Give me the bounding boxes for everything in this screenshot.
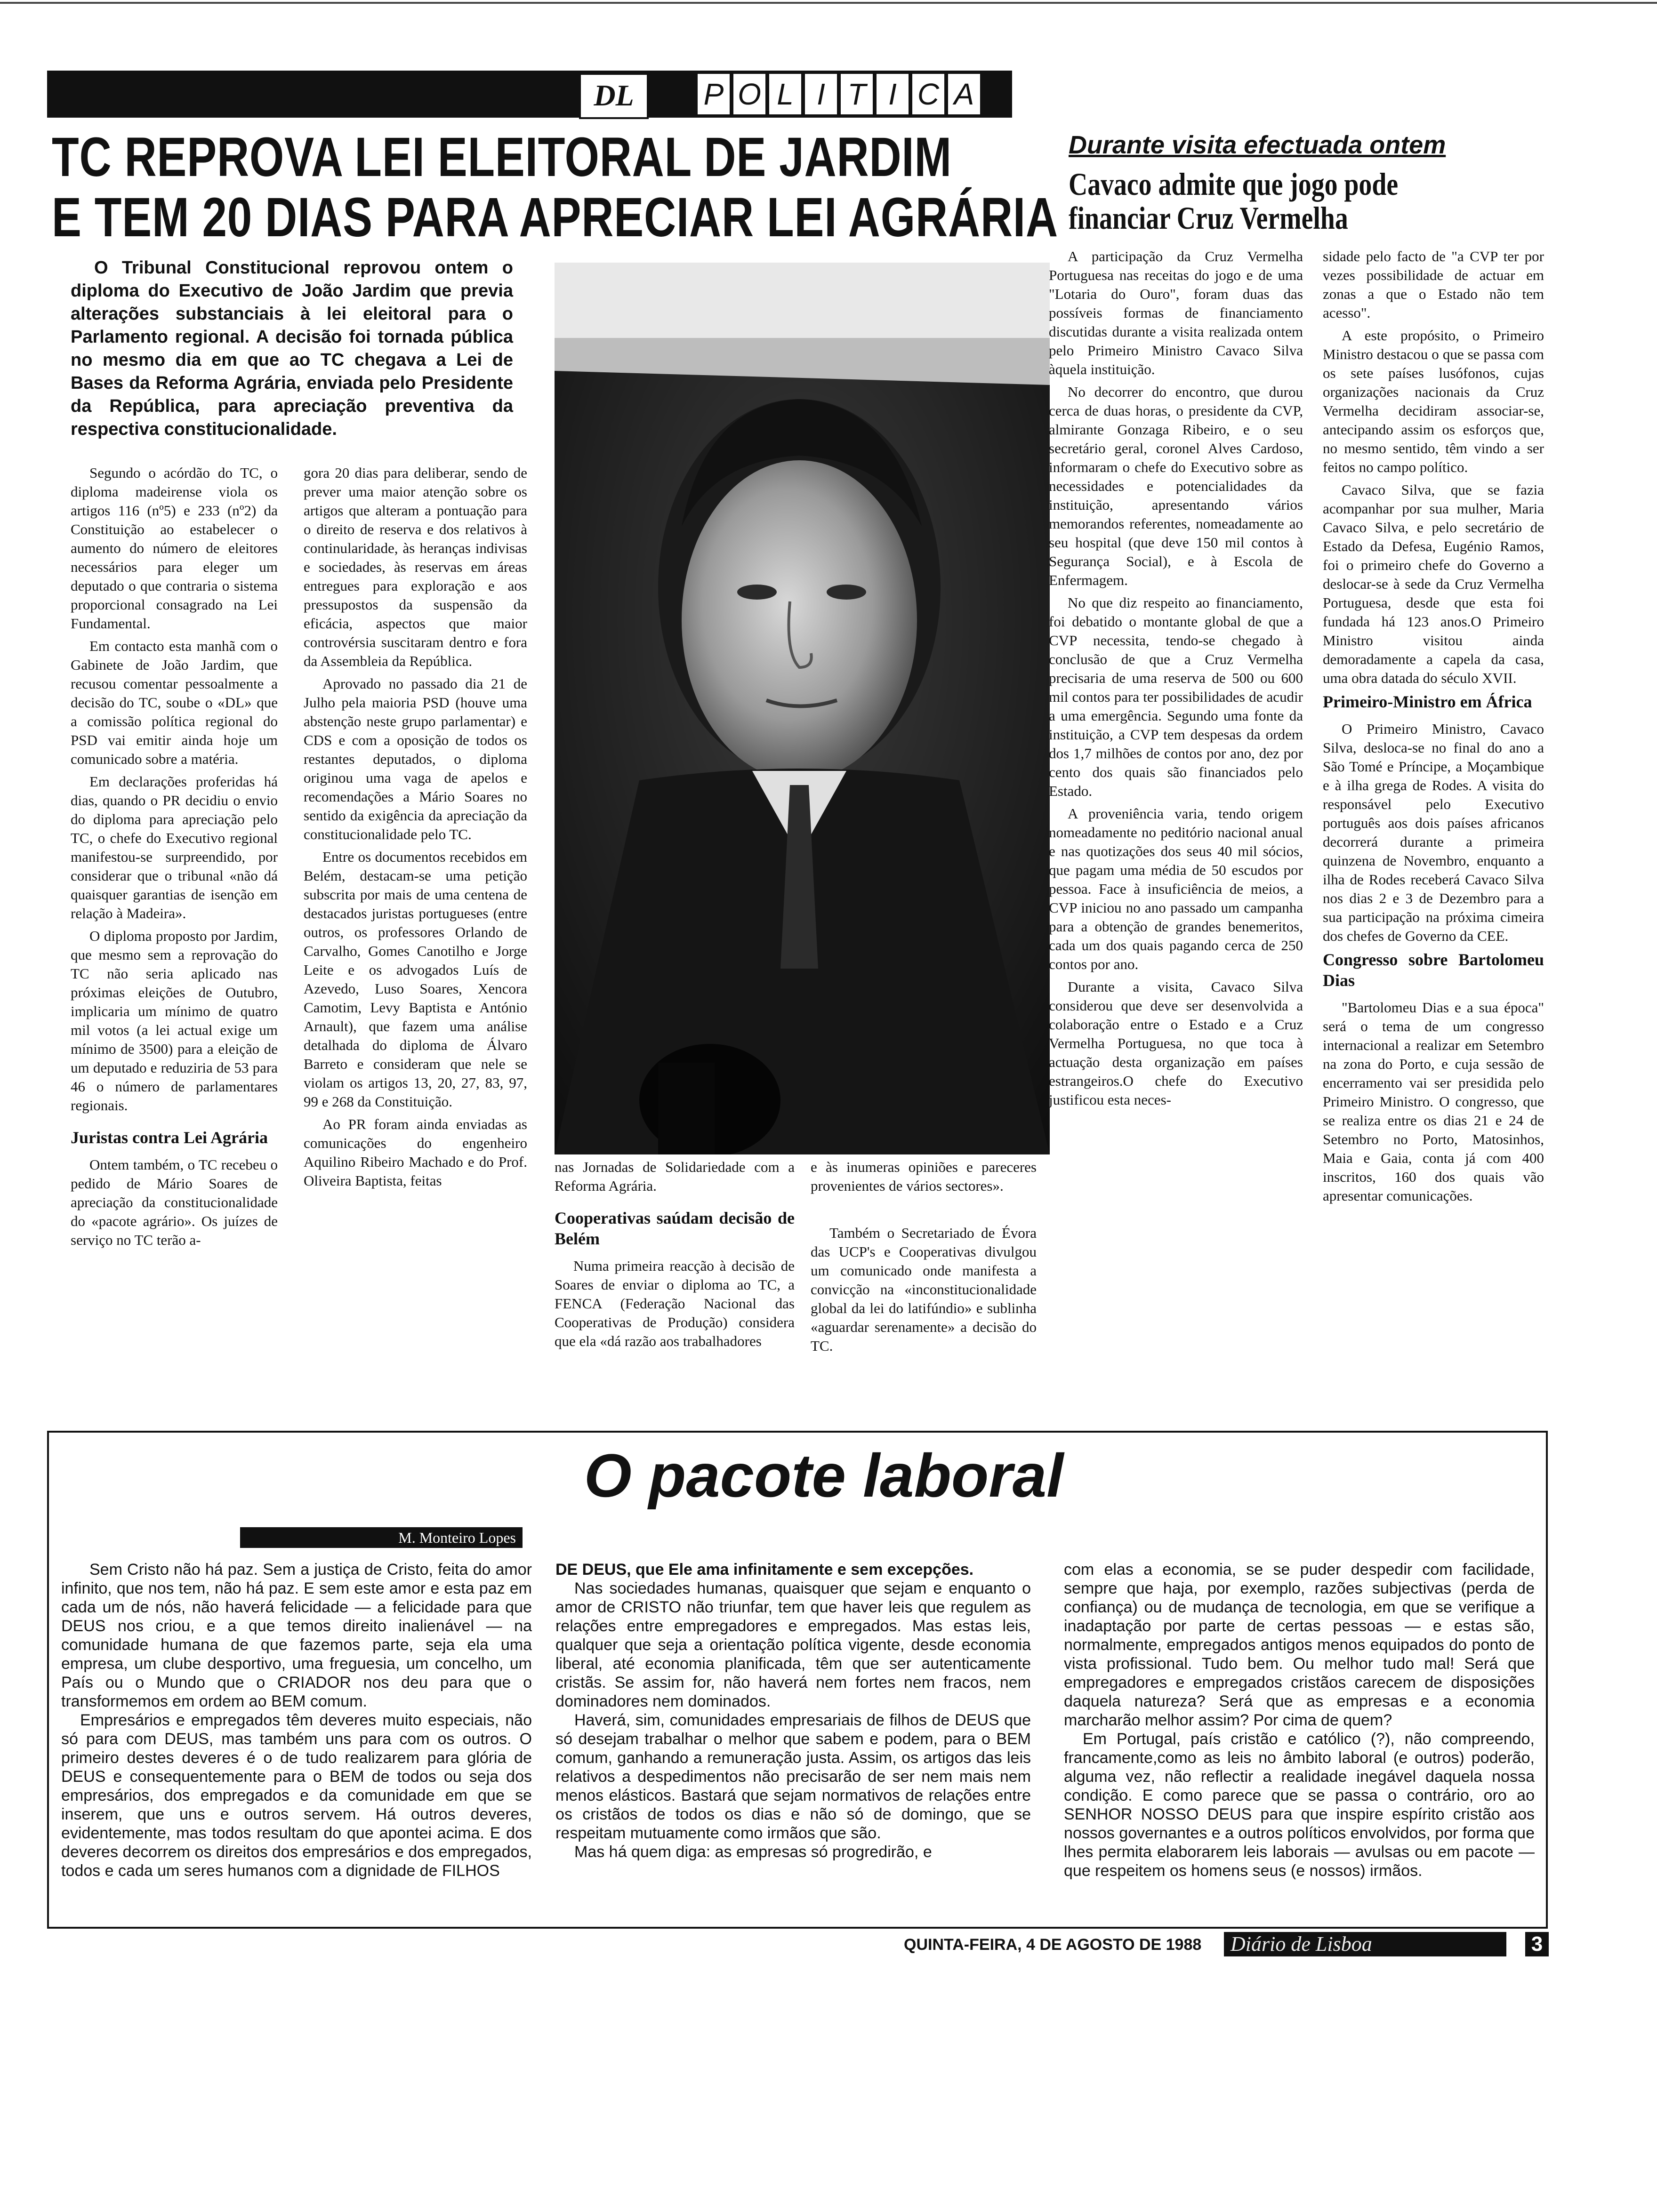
- main-article-column-2: [304, 464, 527, 1405]
- paragraph: Ontem também, o TC recebeu o pedido de Mário Soares de apreciação da constitucionalidade do «pacote agrário». Os juízes de serviço no TC terão a-: [71, 1156, 278, 1248]
- paragraph: Haverá, sim, comunidades empresariais de filhos de DEUS que só desejam trabalhar o melhor que sabem e podem, para o BEM comum, ganhando a remuneração justa. Assim, os artigos das leis relativos a despedimentos não precisarão de ser nem mais nem menos elásticos. Bastará que sejam normativos de relações entre os cristãos de todos os dias e não só de domingo, que se respeitam mutuamente como irmãos que são.: [555, 1711, 1031, 1842]
- opinion-title: O pacote laboral: [584, 1441, 1064, 1510]
- section-letter: A: [947, 73, 981, 115]
- paragraph: com elas a economia, se se puder despedir com facilidade, sempre que haja, por exemplo, razões subjectivas (perda de confiança) ou de mudança de tecnologia, em que se verifique a inadaptação por parte de certas pessoas — e estas são, normalmente, empregados antigos menos equipados do ponto de vista profissional. Tudo bem. Ou melhor tudo mal! Será que empregadores e empregados cristãos carecem de disposições daquela natureza? Será que as empresas e a economia marcharão melhor assim? Por cima de quem?: [1064, 1561, 1535, 1729]
- opinion-column-3: [1064, 1560, 1535, 1918]
- paragraph: sidade pelo facto de "a CVP ter por vezes possibilidade de actuar em zonas a que o Estado não tem acesso".: [1323, 248, 1544, 321]
- section-letter: C: [911, 73, 945, 115]
- main-article-column-3: [555, 1158, 795, 1421]
- dl-logo: DL: [579, 73, 649, 119]
- paragraph: Empresários e empregados têm deveres muito especiais, não só para com DEUS, mas também uns para com os outros. O primeiro destes deveres é o de tudo realizarem para glória de DEUS e consequentemente para o BEM de todos ou seja dos empresários, dos empregados e da comunidade em que se inserem, que uns e outros servem. Há outros deveres, evidentemente, mas todos resultam do que apontei acima. E dos deveres decorrem os direitos dos empresários e dos empregados, todos e cada um seres humanos com a dignidade de FILHOS: [61, 1711, 532, 1880]
- page-number: 3: [1525, 1932, 1549, 1956]
- paragraph: Em contacto esta manhã com o Gabinete de João Jardim, que recusou comentar pessoalmente a decisão do TC, soube o «DL» que a comissão política regional do PSD vai emitir ainda hoje um comunicado sobre a matéria.: [71, 638, 278, 767]
- section-letter: L: [768, 73, 802, 115]
- main-article-column-1: [71, 464, 278, 1405]
- paragraph: "Bartolomeu Dias e a sua época" será o tema de um congresso internacional a realizar em Setembro na zona do Porto, e cuja sessão de encerramento vai ser presidida pelo Primeiro Ministro. O congresso, que se realiza entre os dias 21 e 24 de Setembro no Porto, Matosinhos, Maia e Gaia, conta já com 400 inscritos, 160 dos quais vão apresentar comunicações.: [1323, 999, 1544, 1204]
- paragraph: nas Jornadas de Solidariedade com a Reforma Agrária.: [555, 1159, 795, 1194]
- lead-paragraph: [71, 256, 513, 445]
- section-letter: I: [876, 73, 909, 115]
- headline-line-2: E TEM 20 DIAS PARA APRECIAR LEI AGRÁRIA: [52, 186, 1058, 248]
- paragraph: Durante a visita, Cavaco Silva considerou que deve ser desenvolvida a colaboração entre o Estado e a Cruz Vermelha Portuguesa, no que toca à actuação desta organização em países estrangeiros.O chefe do Executivo justificou esta neces-: [1049, 978, 1303, 1108]
- paragraph: O diploma proposto por Jardim, que mesmo sem a reprovação do TC não seria aplicado nas próximas eleições de Outubro, implicaria um mínimo de quatro mil votos (a lei actual exige um mínimo de 3500) para a eleição de um deputado e reduziria de 53 para 46 o número de parlamentares regionais.: [71, 928, 278, 1114]
- section-letter: T: [840, 73, 874, 115]
- paragraph: Cavaco Silva, que se fazia acompanhar por sua mulher, Maria Cavaco Silva, e pelo secretário de Estado da Defesa, Eugénio Ramos, foi o primeiro chefe do Governo a deslocar-se à sede da Cruz Vermelha Portuguesa, desde que esta foi fundada há 123 anos.O Primeiro Ministro visitou ainda demoradamente a capela da casa, uma obra datada do século XVII.: [1323, 481, 1544, 686]
- opinion-byline: M. Monteiro Lopes: [240, 1527, 523, 1548]
- side-headline-line-2: financiar Cruz Vermelha: [1069, 200, 1348, 236]
- paragraph: gora 20 dias para deliberar, sendo de prever uma maior atenção sobre os artigos que alteram a pontuação para o direito de reserva e dos relativos à continularidade, às heranças indivisas e sociedades, às reservas em áreas entregues para exploração e aos pressupostos da suspensão da eficácia, aspectos que maior controvérsia suscitaram dentro e fora da Assembleia da República.: [304, 465, 527, 669]
- newspaper-name: Diário de Lisboa: [1224, 1932, 1506, 1956]
- paragraph: Entre os documentos recebidos em Belém, destacam-se uma petição subscrita por mais de uma centena de destacados juristas portugueses (entre outros, os professores Orlando de Carvalho, Gomes Canotilho e Jorge Leite e os advogados Luís de Azevedo, Luso Soares, Xencora Camotim, Levy Baptista e António Arnault), que fazem uma análise detalhada do diploma de Álvaro Barreto e consideram que nele se violam os artigos 13, 20, 27, 83, 97, 99 e 268 da Constituição.: [304, 849, 527, 1110]
- section-letter: I: [804, 73, 838, 115]
- paragraph: A este propósito, o Primeiro Ministro destacou o que se passa com os sete países lusófonos, cujas organizações nacionais da Cruz Vermelha decidiram associar-se, antecipando assim os esforços que, no mesmo sentido, têm vindo a ser feitos no campo político.: [1323, 327, 1544, 475]
- paragraph: Sem Cristo não há paz. Sem a justiça de Cristo, feita do amor infinito, que nos tem, não há paz. E sem este amor e esta paz em cada um de nós, não haverá felicidade — a felicidade para que DEUS nos criou, e a que temos direito inalienável — na comunidade humana de que fazemos parte, seja ela uma empresa, um clube desportivo, uma freguesia, um concelho, um País ou o Mundo que o CRIADOR nos deu para que o transformemos em ordem ao BEM comum.: [61, 1561, 532, 1710]
- subheading-congresso: Congresso sobre Bartolomeu Dias: [1323, 950, 1544, 990]
- subheading-cooperativas: Cooperativas saúdam decisão de Belém: [555, 1209, 795, 1248]
- portrait-photo: [555, 263, 1050, 1154]
- footer-date: QUINTA-FEIRA, 4 DE AGOSTO DE 1988: [904, 1936, 1202, 1954]
- top-rule: [0, 2, 1657, 4]
- subheading-juristas: Juristas contra Lei Agrária: [71, 1128, 268, 1147]
- paragraph: DE DEUS, que Ele ama infinitamente e sem excepções.: [555, 1561, 974, 1579]
- side-headline-line-1: Cavaco admite que jogo pode: [1069, 166, 1399, 202]
- paragraph: Também o Secretariado de Évora das UCP's e Cooperativas divulgou um comunicado onde manifesta a convicção na «inconstitucionalidade global da lei do latifúndio» e sublinha «aguardar serenamente» a decisão do TC.: [811, 1225, 1037, 1354]
- main-headline: [52, 126, 1058, 248]
- paragraph: e às inumeras opiniões e pareceres provenientes de vários sectores».: [811, 1159, 1037, 1194]
- opinion-column-1: [61, 1560, 532, 1918]
- paragraph: Aprovado no passado dia 21 de Julho pela maioria PSD (houve uma abstenção neste grupo parlamentar) e CDS e com a oposição de todos os restantes deputados, o diploma originou uma vaga de apelos e recomendações a Mário Soares no sentido da exigência da apreciação da constitucionalidade pelo TC.: [304, 675, 527, 842]
- paragraph: A participação da Cruz Vermelha Portuguesa nas receitas do jogo e de uma "Lotaria do Ouro", foram duas das possíveis formas de financiamento discutidas durante a visita realizada ontem pelo Primeiro Ministro Cavaco Silva àquela instituição.: [1049, 248, 1303, 377]
- side-kicker: Durante visita efectuada ontem: [1069, 131, 1446, 159]
- paragraph: Ao PR foram ainda enviadas as comunicações do engenheiro Aquilino Ribeiro Machado e do Prof. Oliveira Baptista, feitas: [304, 1116, 527, 1189]
- subheading-primeiro-ministro: Primeiro-Ministro em África: [1323, 692, 1532, 711]
- paragraph: Segundo o acórdão do TC, o diploma madeirense viola os artigos 116 (nº5) e 233 (nº2) da Constituição ao estabelecer o aumento do número de eleitores necessários para eleger um deputado o que contraria o sistema proporcional consagrado na Lei Fundamental.: [71, 465, 278, 632]
- section-label: [697, 73, 983, 115]
- side-headline: [1069, 167, 1455, 235]
- paragraph: O Primeiro Ministro, Cavaco Silva, desloca-se no final do ano a São Tomé e Príncipe, a Moçambique e à ilha grega de Rodes. A visita do responsável pelo Executivo português aos dois países africanos decorrerá durante a primeira quinzena de Novembro, enquanto a ilha de Rodes receberá Cavaco Silva nos dias 2 e 3 de Dezembro para a sua participação na próxima cimeira dos chefes de Governo da CEE.: [1323, 721, 1544, 944]
- paragraph: No que diz respeito ao financiamento, foi debatido o montante global de que a CVP necessita, tendo-se chegado à conclusão de que a Cruz Vermelha precisaria de uma reserva de 500 ou 600 mil contos para ter possibilidades de acudir a uma emergência. Segundo uma fonte da instituição, a CVP tem despesas da ordem dos 1,7 milhões de contos por ano, dez por cento dos quais são financiados pelo Estado.: [1049, 594, 1303, 799]
- section-letter: O: [732, 73, 766, 115]
- main-article-column-4: [811, 1158, 1037, 1421]
- headline-line-1: TC REPROVA LEI ELEITORAL DE JARDIM: [52, 126, 952, 188]
- paragraph: Em declarações proferidas há dias, quando o PR decidiu o envio do diploma para apreciação pelo TC, o chefe do Executivo regional manifestou-se surpreendido, por considerar que o tribunal «não dá quaisquer garantias de isenção em relação à Madeira».: [71, 773, 278, 922]
- opinion-column-2: [555, 1560, 1031, 1918]
- paragraph: Numa primeira reacção à decisão de Soares de enviar o diploma ao TC, a FENCA (Federação Nacional das Cooperativas de Produção) considera que ela «dá razão aos trabalhadores: [555, 1258, 795, 1349]
- paragraph: No decorrer do encontro, que durou cerca de duas horas, o presidente da CVP, almirante Gonzaga Ribeiro, e o seu secretário geral, coronel Alves Cardoso, informaram o chefe do Executivo sobre as necessidades e potencialidades da instituição, apresentando vários memorandos referentes, nomeadamente ao seu hospital (que deve 150 mil contos à Segurança Social), e à Escola de Enfermagem.: [1049, 384, 1303, 588]
- side-article-column-2: [1323, 247, 1544, 1419]
- paragraph: Em Portugal, país cristão e católico (?), não compreendo, francamente,como as leis no âmbito laboral (e outros) poderão, alguma vez, não reflectir a realidade inegável daquela nossa condição. E como parece que se passa o contrário, oro ao SENHOR NOSSO DEUS para que inspire espírito cristão aos nossos governantes e a outros políticos envolvidos, por forma que lhes permita elaborarem leis laborais — avulsas ou em pacote — que respeitem os homens seus (e nossos) irmãos.: [1064, 1730, 1535, 1880]
- section-letter: P: [697, 73, 731, 115]
- paragraph: A proveniência varia, tendo origem nomeadamente no peditório nacional anual e nas quotizações dos seus 40 mil sócios, que pagam uma média de 50 escudos por pessoa. Face à insuficiência de meios, a CVP iniciou no ano passado um campanha para a obtenção de grandes benemeritos, cada um dos quais pagando cerca de 250 contos por ano.: [1049, 805, 1303, 972]
- lead-text: O Tribunal Constitucional reprovou ontem o diploma do Executivo de João Jardim que previa alterações substanciais à lei eleitoral para o Parlamento regional. A decisão foi tornada pública no mesmo dia em que ao TC chegava a Lei de Bases da Reforma Agrária, enviada pelo Presidente da República, para apreciação preventiva da respectiva constitucionalidade.: [71, 258, 513, 439]
- paragraph: Mas há quem diga: as empresas só progredirão, e: [574, 1843, 932, 1861]
- paragraph: Nas sociedades humanas, quaisquer que sejam e enquanto o amor de CRISTO não triunfar, tem que haver leis que regulem as relações entre empregadores e empregados. Mas estas leis, qualquer que seja a orientação política vigente, desde economia liberal, até economia planificada, têm que ser autenticamente cristãs. Se assim for, não haverá nem fortes nem fracos, nem dominadores nem dominados.: [555, 1579, 1031, 1710]
- side-article-column-1: [1049, 247, 1303, 1419]
- portrait-illustration: [555, 263, 1050, 1154]
